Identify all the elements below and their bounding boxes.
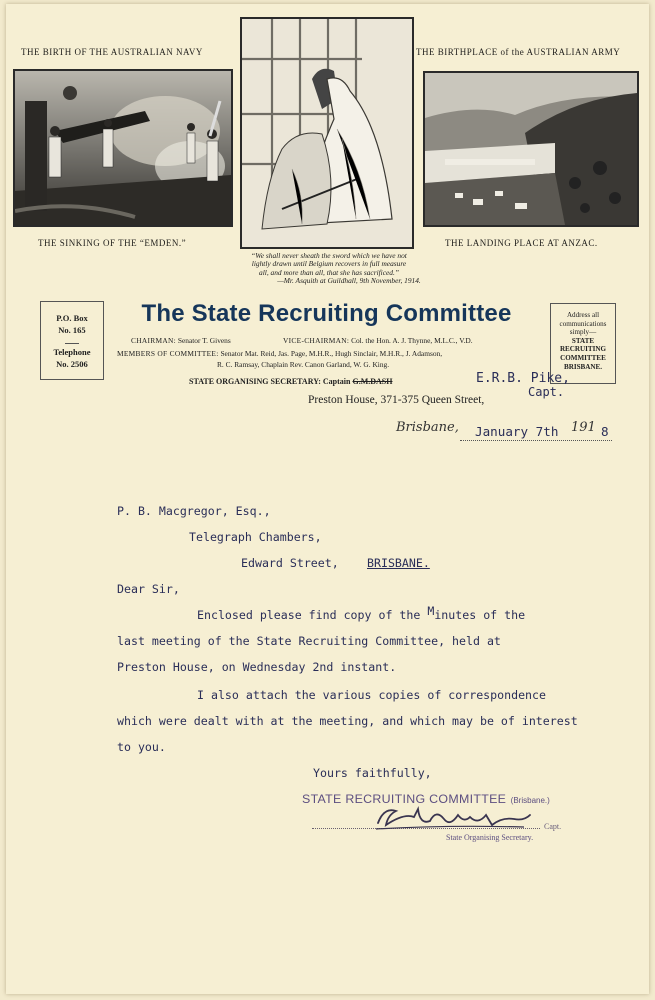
left-top-caption: THE BIRTH OF THE AUSTRALIAN NAVY	[21, 47, 203, 57]
chairman-line	[131, 336, 231, 345]
address-note-bold: BRISBANE.	[563, 362, 603, 371]
signature-rank: Capt.	[544, 822, 562, 831]
recipient-street: Edward Street,	[241, 556, 339, 570]
quote-line: lightly drawn until Belgium recovers in full measure	[251, 259, 407, 269]
letter-date: January 7th	[475, 424, 559, 439]
members-line-1	[117, 349, 442, 358]
recipient-building: Telegraph Chambers,	[189, 530, 322, 544]
box-divider	[65, 343, 79, 344]
recipient-name: P. B. Macgregor, Esq.,	[117, 504, 271, 518]
city-printed: Brisbane,	[396, 420, 459, 435]
address-note-bold: RECRUITING	[559, 345, 607, 354]
po-box-label: P.O. Box	[56, 313, 88, 323]
para1-line3: Preston House, on Wednesday 2nd instant.	[117, 660, 397, 674]
members-label: MEMBERS OF COMMITTEE:	[117, 349, 219, 358]
secretary-line	[189, 377, 392, 386]
date-underline	[460, 440, 612, 441]
para2-line3: to you.	[117, 740, 166, 754]
closing: Yours faithfully,	[313, 766, 432, 780]
letterhead-title: The State Recruiting Committee	[141, 300, 512, 327]
address-note: simply—	[569, 328, 597, 337]
members-line-2: R. C. Ramsay, Chaplain Rev. Canon Garland, W. G. King.	[217, 360, 390, 369]
para1-line2: last meeting of the State Recruiting Committee, held at	[117, 634, 501, 648]
para2-line1: I also attach the various copies of correspondence	[197, 688, 547, 702]
quote-line: all, and more than all, that she has sacrificed.”	[259, 267, 399, 277]
address-note: communications	[559, 319, 607, 328]
anzac-photo	[423, 71, 639, 227]
left-bottom-caption: THE SINKING OF THE “EMDEN.”	[38, 238, 187, 248]
vice-chairman-name: Col. the Hon. A. J. Thynne, M.L.C., V.D.	[351, 336, 473, 345]
office-address: Preston House, 371-375 Queen Street,	[308, 394, 485, 406]
members-names: Senator Mat. Reid, Jas. Page, M.H.R., Hugh Sinclair, M.H.R., J. Adamson,	[220, 349, 443, 358]
year-typed: 8	[601, 424, 609, 439]
signature	[374, 803, 534, 833]
telephone-number: No. 2506	[56, 359, 88, 369]
vice-chairman-line	[283, 336, 473, 345]
secretary-struck-name: G.M.DASH	[352, 377, 393, 386]
chairman-label: CHAIRMAN:	[131, 336, 176, 345]
secretary-label: STATE ORGANISING SECRETARY: Captain	[189, 377, 351, 386]
po-box-number: No. 165	[58, 325, 86, 335]
telephone-label: Telephone	[53, 347, 91, 357]
para2-line2: which were dealt with at the meeting, and which may be of interest	[117, 714, 578, 728]
navy-photo	[13, 69, 233, 227]
chairman-name: Senator T. Givens	[177, 336, 231, 345]
recipient-city: BRISBANE.	[367, 556, 430, 570]
para1-text: inutes of the	[434, 608, 526, 622]
secretary-typed-name: E.R.B. Pike,	[476, 371, 570, 386]
quote-attribution: —Mr. Asquith at Guildhall, 9th November, 1914.	[277, 276, 421, 286]
vice-chairman-label: VICE-CHAIRMAN:	[283, 336, 350, 345]
salutation: Dear Sir,	[117, 582, 180, 596]
signature-title: State Organising Secretary.	[446, 833, 534, 842]
secretary-typed-rank: Capt.	[528, 385, 565, 399]
quote-line: “We shall never sheath the sword which we have not	[251, 251, 407, 260]
para1-raised-letter: M	[427, 604, 435, 618]
stamp-text: STATE RECRUITING COMMITTEE	[302, 792, 507, 806]
para1-text: Enclosed please find copy of the	[197, 608, 428, 622]
right-top-caption: THE BIRTHPLACE of the AUSTRALIAN ARMY	[416, 47, 621, 57]
stamp-suffix: (Brisbane.)	[510, 796, 550, 805]
para1-line1	[197, 604, 526, 622]
signature-icon	[374, 803, 534, 833]
asquith-quote	[214, 252, 444, 286]
contact-box	[40, 301, 104, 380]
belgium-drawing	[240, 17, 414, 249]
address-note-bold: COMMITTEE	[560, 353, 606, 362]
right-bottom-caption: THE LANDING PLACE AT ANZAC.	[445, 238, 598, 248]
address-note: Address all	[566, 311, 600, 319]
year-printed: 191	[571, 420, 596, 435]
address-note-bold: STATE	[571, 336, 595, 345]
